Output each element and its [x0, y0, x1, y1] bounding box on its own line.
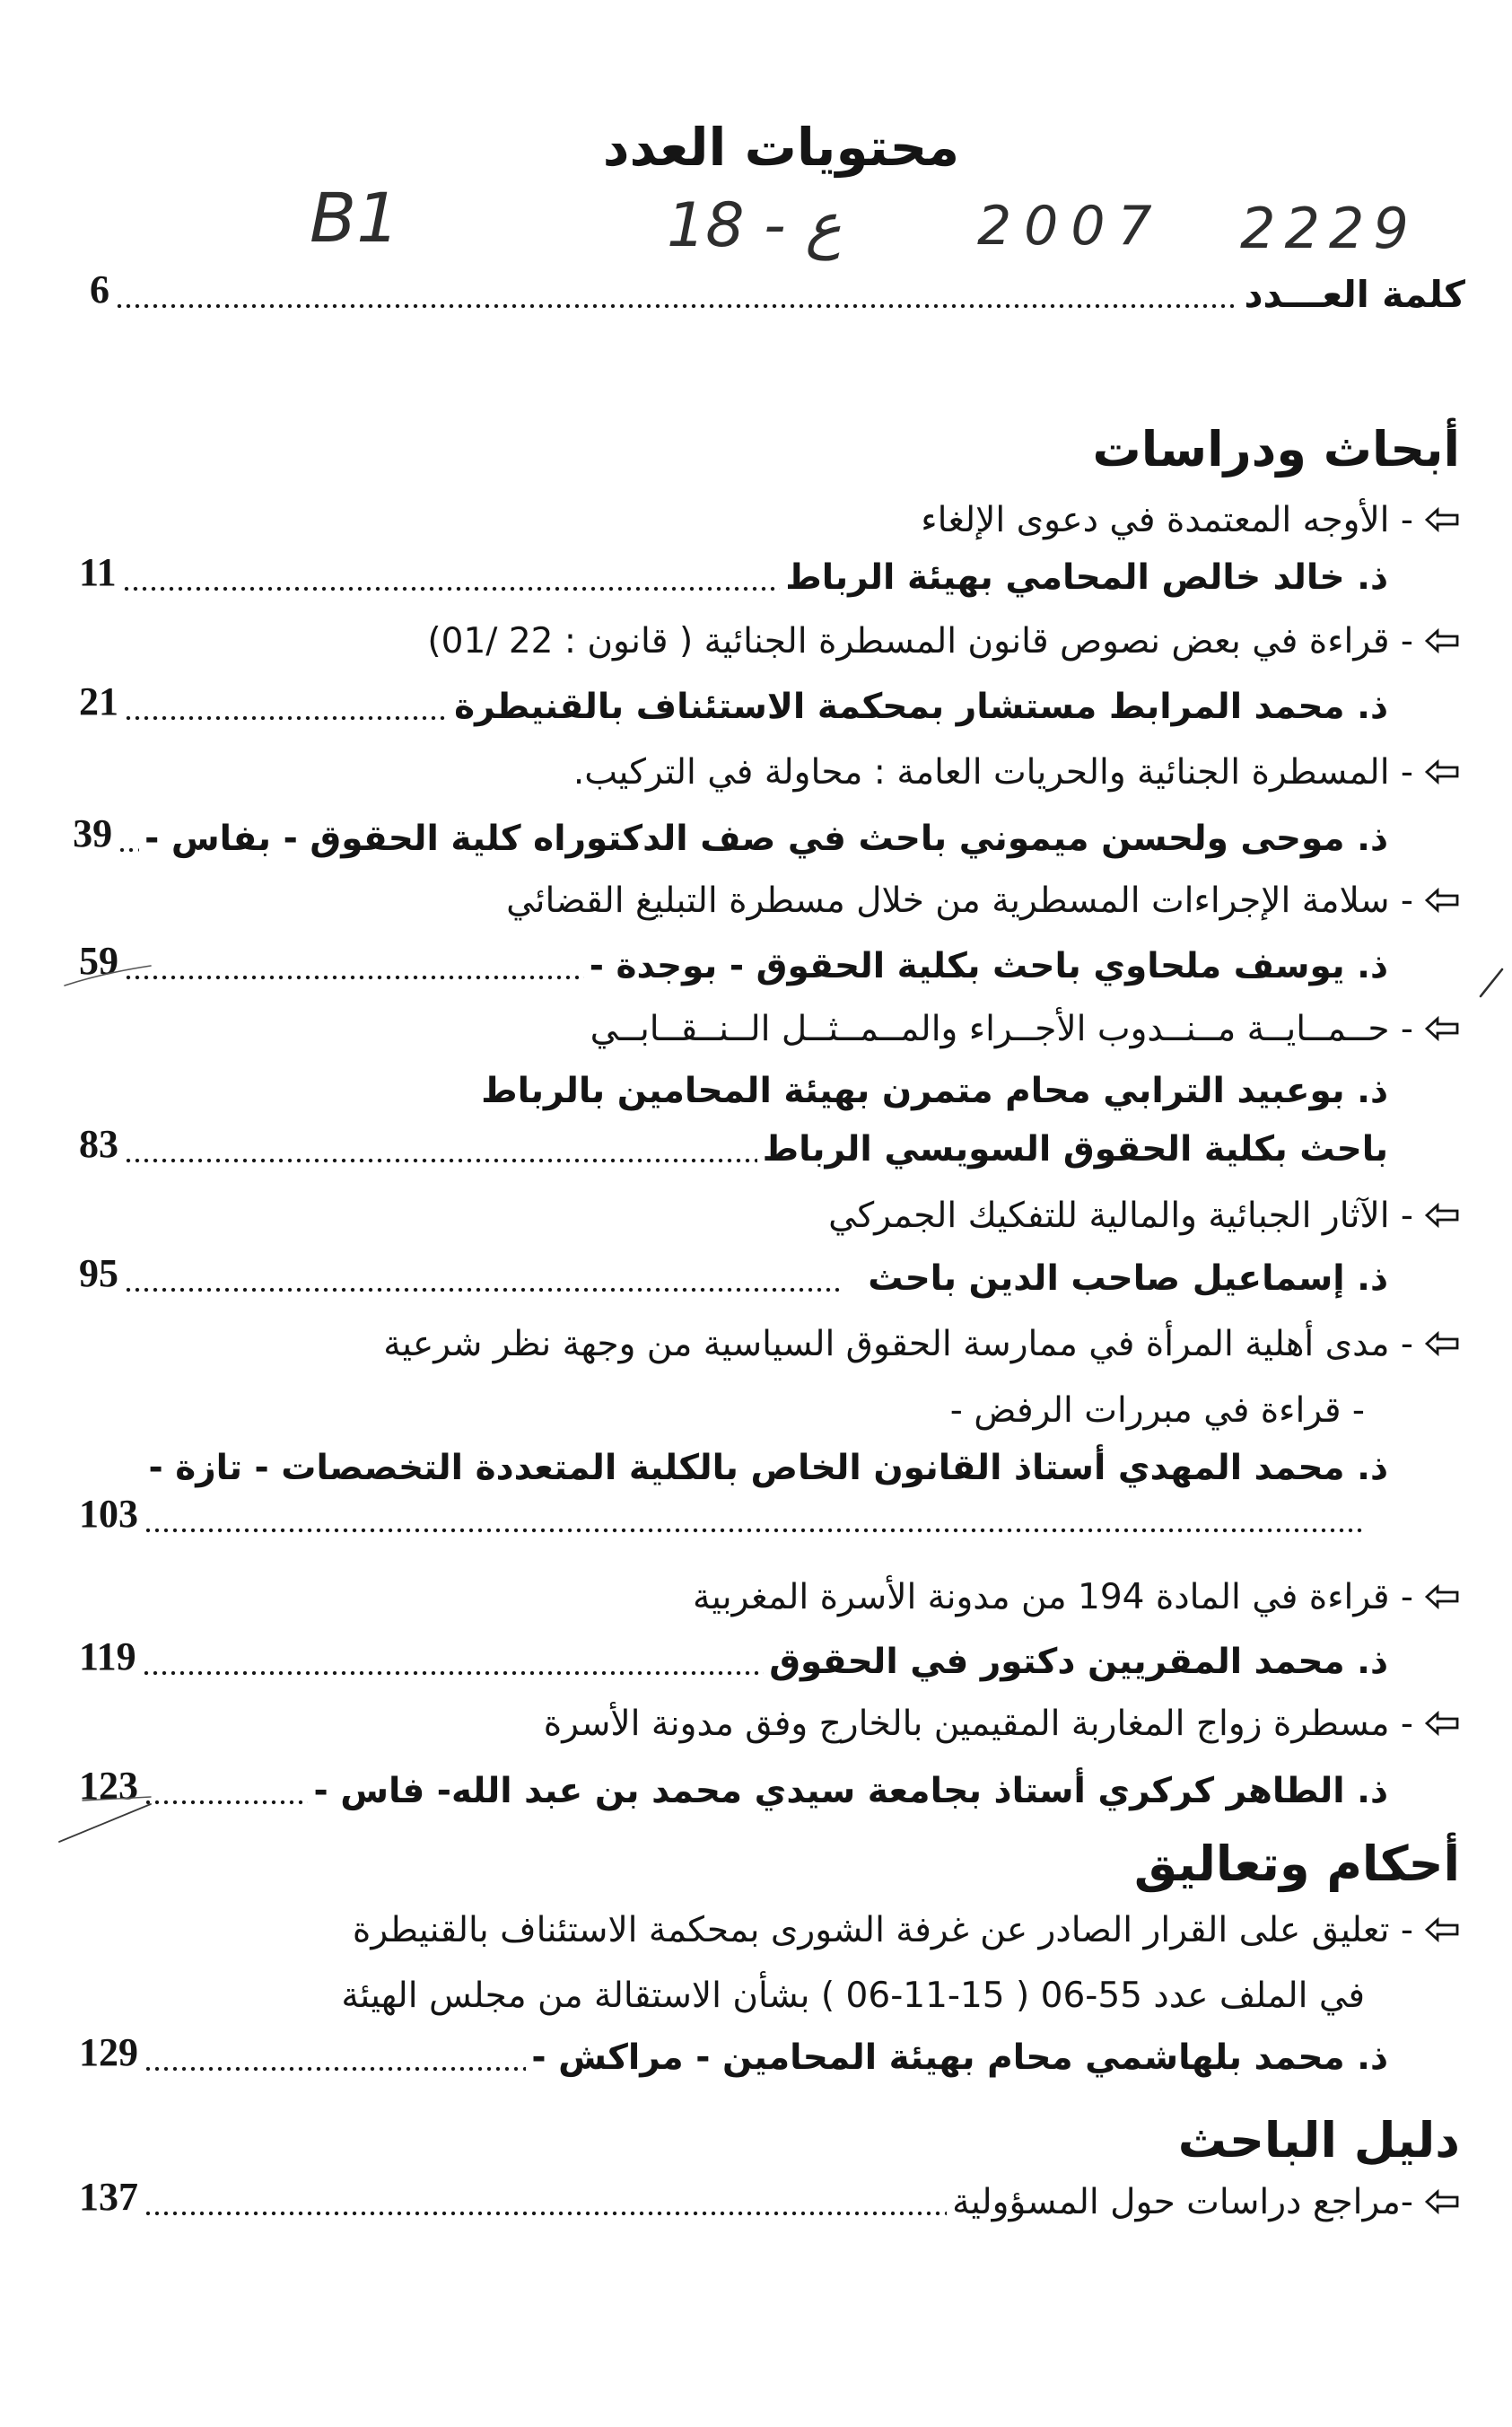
entry-author: ذ. بوعبيد الترابي محام متمرن بهيئة المحامين بالرباط — [481, 1070, 1388, 1111]
page-number: 11 — [79, 549, 117, 594]
entry-author-row — [79, 546, 1388, 609]
entry-title-row — [79, 997, 1460, 1060]
dot-leader — [115, 263, 1238, 326]
entry-title-row — [79, 1312, 1460, 1375]
entry-title-continuation-row — [79, 1964, 1365, 2027]
entry-title: - مسطرة زواج المغاربة المقيمين بالخارج وفق مدونة الأسرة — [543, 1703, 1413, 1744]
entry-author: ذ. محمد المهدي أستاذ القانون الخاص بالكلية المتعددة التخصصات - تازة - — [148, 1447, 1388, 1488]
entry-subtitle-row — [79, 1379, 1365, 1441]
dot-leader — [144, 1487, 1365, 1550]
page-number: 129 — [79, 2029, 138, 2074]
entry-author-row — [79, 934, 1388, 997]
entry-title: -مراجع دراسات حول المسؤولية — [952, 2181, 1413, 2222]
section-heading-text: دليل الباحث — [1177, 2111, 1460, 2169]
dot-leader — [144, 2170, 947, 2233]
entry-author-continuation: باحث بكلية الحقوق السويسي الرباط — [762, 1128, 1388, 1170]
editorial-row — [90, 263, 1465, 326]
entry-title: - سلامة الإجراءات المسطرية من خلال مسطرة التبليغ القضائي — [506, 880, 1413, 921]
entry-author-continuation-row — [79, 1117, 1388, 1180]
entry-author: ذ. يوسف ملحاوي باحث بكلية الحقوق - بوجدة - — [589, 945, 1388, 986]
entry-author-row — [79, 1759, 1388, 1822]
entry-title-row — [79, 1184, 1460, 1247]
arrow-left-outline-icon — [1424, 1331, 1460, 1356]
pen-mark — [1481, 969, 1502, 996]
section-heading — [79, 1823, 1460, 1904]
section-heading — [79, 408, 1460, 489]
entry-title-row — [79, 2170, 1460, 2233]
page-number: 83 — [79, 1121, 118, 1166]
page-number: 21 — [79, 679, 118, 723]
entry-author-row — [79, 2026, 1388, 2089]
dot-leader — [122, 546, 781, 609]
section-heading-text: أبحاث ودراسات — [1092, 420, 1460, 478]
page-number: 119 — [79, 1634, 136, 1678]
entry-title: - تعليق على القرار الصادر عن غرفة الشورى بمحكمة الاستئناف بالقنيطرة — [352, 1909, 1413, 1950]
arrow-left-outline-icon — [1424, 1917, 1460, 1942]
page-number: 123 — [79, 1763, 138, 1808]
dot-leader — [124, 675, 449, 738]
handwritten-number: 2229 — [1240, 196, 1418, 261]
dot-leader — [124, 934, 584, 997]
entry-title-row — [79, 1692, 1460, 1755]
arrow-left-outline-icon — [1424, 507, 1460, 532]
entry-title: - مدى أهلية المرأة في ممارسة الحقوق السياسية من وجهة نظر شرعية — [383, 1323, 1413, 1364]
entry-author-row — [79, 675, 1388, 738]
entry-title-row — [79, 740, 1460, 803]
dot-leader — [144, 1759, 308, 1822]
editorial-label: كلمة العـــدد — [1244, 273, 1465, 316]
section-heading-text: أحكام وتعاليق — [1133, 1835, 1460, 1892]
handwritten-code: B1 — [310, 178, 400, 258]
entry-author: ذ. الطاهر كركري أستاذ بجامعة سيدي محمد بن عبد الله- فاس - — [313, 1770, 1388, 1811]
entry-author: ذ. موحى ولحسن ميموني باحث في صف الدكتوراه كلية الحقوق - بفاس - — [144, 818, 1388, 859]
page-number: 95 — [79, 1250, 118, 1295]
entry-title: - المسطرة الجنائية والحريات العامة : محاولة في التركيب. — [572, 751, 1413, 793]
entry-author-row — [79, 1059, 1388, 1122]
entry-title: - قراءة في بعض نصوص قانون المسطرة الجنائية ( قانون : 22 /01) — [427, 620, 1413, 662]
handwritten-year: 2007 — [977, 195, 1165, 258]
arrow-left-outline-icon — [1424, 1584, 1460, 1609]
section-heading — [79, 2099, 1460, 2180]
entry-title: - حــمــايــة مــنــدوب الأجــراء والمــمــثــل الــنــقــابــي — [590, 1008, 1413, 1049]
entry-title-continuation: في الملف عدد 55-06 ( 15-11-06 ) بشأن الاستقالة من مجلس الهيئة — [341, 1975, 1365, 2016]
entry-author: ذ. محمد المقريين دكتور في الحقوق — [769, 1641, 1388, 1682]
entry-author: ذ. إسماعيل صاحب الدين باحث — [868, 1257, 1388, 1299]
page-number: 39 — [73, 810, 113, 855]
dot-leader — [142, 1630, 765, 1693]
arrow-left-outline-icon — [1424, 1711, 1460, 1736]
page-number: 6 — [90, 267, 109, 311]
dot-leader — [124, 1117, 757, 1180]
entry-author: ذ. محمد المرابط مستشار بمحكمة الاستئناف بالقنيطرة — [454, 686, 1388, 727]
entry-author: ذ. خالد خالص المحامي بهيئة الرباط — [785, 556, 1388, 598]
entry-title-row — [79, 869, 1460, 932]
entry-title: - قراءة في المادة 194 من مدونة الأسرة المغربية — [693, 1576, 1413, 1617]
page-title: محتويات العدد — [602, 117, 960, 178]
entry-author: ذ. محمد بلهاشمي محام بهيئة المحامين - مراكش - — [531, 2037, 1388, 2078]
page-number: 103 — [79, 1491, 138, 1536]
page-number: 59 — [79, 938, 118, 983]
entry-title: - الأوجه المعتمدة في دعوى الإلغاء — [921, 499, 1413, 540]
entry-title: - الآثار الجبائية والمالية للتفكيك الجمركي — [828, 1195, 1413, 1236]
arrow-left-outline-icon — [1424, 628, 1460, 653]
arrow-left-outline-icon — [1424, 888, 1460, 913]
handwritten-issue: 18 - ع — [667, 190, 842, 261]
entry-author-row — [79, 1247, 1388, 1310]
entry-subtitle: - قراءة في مبررات الرفض - — [949, 1389, 1365, 1431]
arrow-left-outline-icon — [1424, 2189, 1460, 2214]
entry-title-row — [79, 1898, 1460, 1961]
dot-leader — [144, 2026, 526, 2089]
entry-author-row — [79, 1630, 1388, 1693]
entry-title-row — [79, 609, 1460, 672]
arrow-left-outline-icon — [1424, 1016, 1460, 1041]
dot-leader — [124, 1247, 843, 1310]
dot-leader — [118, 807, 139, 870]
entry-author-row — [73, 807, 1388, 870]
entry-page-row — [79, 1487, 1365, 1550]
page-number: 137 — [79, 2174, 138, 2219]
entry-title-row — [79, 488, 1460, 551]
entry-title-row — [79, 1565, 1460, 1628]
arrow-left-outline-icon — [1424, 1203, 1460, 1228]
arrow-left-outline-icon — [1424, 759, 1460, 784]
